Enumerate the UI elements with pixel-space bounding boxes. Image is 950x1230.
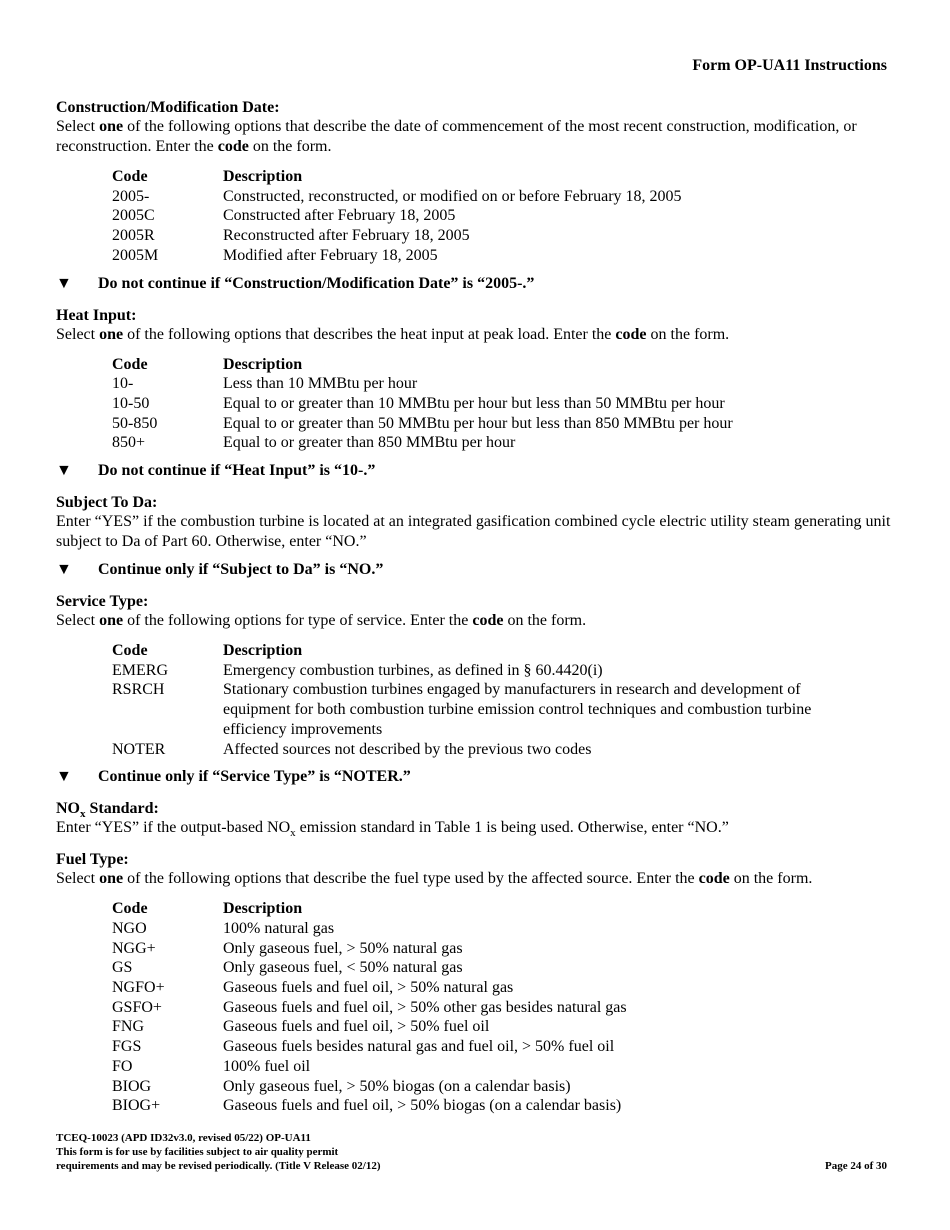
column-header-code: Code	[112, 355, 148, 373]
section-service-type	[56, 592, 896, 787]
section-instructions: Select one of the following options that describes the heat input at peak load. Enter the code on the form.	[56, 325, 730, 343]
code-table	[112, 641, 863, 759]
section-heading: Heat Input:	[56, 306, 137, 324]
continuation-note: ▼ Continue only if “Subject to Da” is “NO.”	[56, 561, 384, 579]
table-row: NGO 100% natural gas	[112, 919, 335, 937]
column-header-code: Code	[112, 642, 148, 660]
page-header-title: Form OP-UA11 Instructions	[692, 57, 887, 74]
code-table	[112, 355, 863, 454]
table-row: FO 100% fuel oil	[112, 1057, 311, 1075]
section-instructions: Select one of the following options that describe the fuel type used by the affected source. Enter the code on the form.	[56, 870, 813, 888]
down-triangle-icon: ▼	[56, 462, 72, 480]
section-instructions: Enter “YES” if the combustion turbine is located at an integrated gasification combined cycle electric utility steam generating unit subject to Da of Part 60. Otherwise, enter “NO.”	[56, 513, 891, 551]
column-header-description: Description	[223, 900, 303, 918]
column-header-code: Code	[112, 168, 148, 185]
table-row: FNG Gaseous fuels and fuel oil, > 50% fuel oil	[112, 1018, 490, 1036]
section-heading: Service Type:	[56, 593, 149, 611]
table-row: 850+ Equal to or greater than 850 MMBtu per hour	[112, 434, 516, 452]
section-heading: Fuel Type:	[56, 851, 129, 869]
table-row: NGG+ Only gaseous fuel, > 50% natural gas	[112, 939, 463, 957]
section-subject-to-da	[56, 493, 896, 580]
footer-form-id: TCEQ-10023 (APD ID32v3.0, revised 05/22) OP-UA11	[56, 1132, 311, 1144]
table-row: BIOG+ Gaseous fuels and fuel oil, > 50% biogas (on a calendar basis)	[112, 1097, 622, 1115]
table-row: 2005R Reconstructed after February 18, 2005	[112, 227, 470, 245]
page-footer	[56, 1131, 380, 1173]
document-body	[56, 98, 896, 1116]
table-row: GSFO+ Gaseous fuels and fuel oil, > 50% other gas besides natural gas	[112, 998, 627, 1016]
section-instructions: Enter “YES” if the output-based $NO_x$ emission standard in Table 1 is being used. Otherwise, enter “NO.”	[56, 819, 729, 840]
table-row: 2005- Constructed, reconstructed, or modified on or before February 18, 2005	[112, 187, 682, 205]
continuation-note: ▼ Do not continue if “Construction/Modification Date” is “2005-.”	[56, 274, 535, 292]
table-row: FGS Gaseous fuels besides natural gas and fuel oil, > 50% fuel oil	[112, 1038, 615, 1056]
table-row: EMERG Emergency combustion turbines, as defined in § 60.4420(i)	[112, 661, 603, 679]
footer-revision-note: requirements and may be revised periodically. (Title V Release 02/12)	[56, 1160, 381, 1172]
code-table	[112, 167, 863, 266]
section-heat-input	[56, 306, 896, 482]
section-fuel-type	[56, 850, 896, 1116]
table-row: NOTER Affected sources not described by the previous two codes	[112, 740, 592, 758]
table-row: 10- Less than 10 MMBtu per hour	[112, 375, 418, 393]
section-heading: Construction/Modification Date:	[56, 99, 280, 116]
table-row: BIOG Only gaseous fuel, > 50% biogas (on a calendar basis)	[112, 1077, 571, 1095]
column-header-code: Code	[112, 900, 148, 918]
down-triangle-icon: ▼	[56, 274, 72, 292]
code-table	[112, 899, 863, 1116]
table-row: RSRCH Stationary combustion turbines engaged by manufacturers in research and development of equipment for both combustion turbine emission control techniques and combustion turbine efficiency improvements	[112, 681, 812, 738]
table-row: GS Only gaseous fuel, < 50% natural gas	[112, 959, 463, 977]
footer-usage-note: This form is for use by facilities subject to air quality permit	[56, 1146, 339, 1158]
column-header-description: Description	[223, 642, 303, 660]
column-header-description: Description	[223, 168, 303, 185]
section-instructions: Select one of the following options for type of service. Enter the code on the form.	[56, 612, 587, 630]
down-triangle-icon: ▼	[56, 561, 72, 579]
page-number: Page 24 of 30	[824, 1160, 887, 1172]
table-row: 2005C Constructed after February 18, 2005	[112, 207, 456, 225]
table-row: 50-850 Equal to or greater than 50 MMBtu per hour but less than 850 MMBtu per hour	[112, 414, 733, 432]
down-triangle-icon: ▼	[56, 768, 72, 786]
continuation-note: ▼ Continue only if “Service Type” is “NOTER.”	[56, 768, 411, 786]
section-nox-standard	[56, 799, 896, 838]
continuation-note: ▼ Do not continue if “Heat Input” is “10-.”	[56, 462, 376, 480]
column-header-description: Description	[223, 355, 303, 373]
table-row: NGFO+ Gaseous fuels and fuel oil, > 50% natural gas	[112, 979, 514, 997]
section-heading: Subject To Da:	[56, 494, 158, 512]
table-row: 10-50 Equal to or greater than 10 MMBtu per hour but less than 50 MMBtu per hour	[112, 394, 725, 412]
section-heading: $NO_x$ Standard:	[56, 800, 159, 821]
section-construction	[56, 98, 896, 294]
section-instructions: Select one of the following options that describe the date of commencement of the most recent construction, modification, or reconstruction. Enter the code on the form.	[56, 118, 857, 155]
table-row: 2005M Modified after February 18, 2005	[112, 246, 438, 264]
